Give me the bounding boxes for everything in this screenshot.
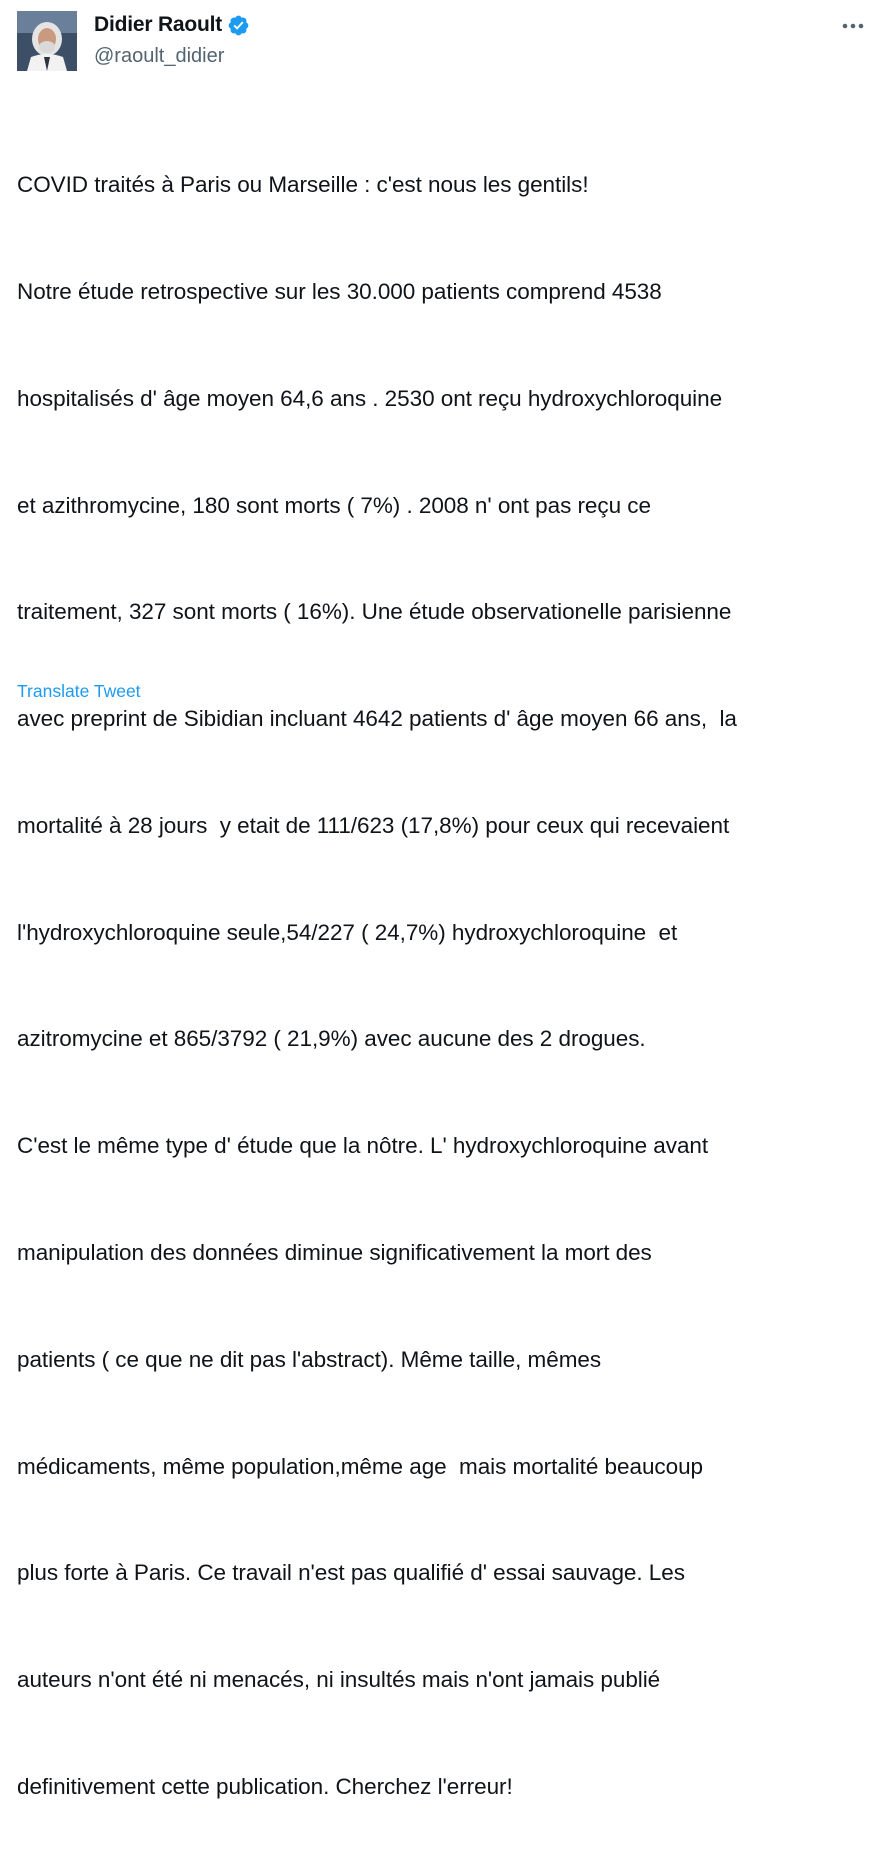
tweet-text [17,96,879,1876]
tweet-text-line: traitement, 327 sont morts ( 16%). Une étude observationelle parisienne [17,599,732,625]
tweet-text-line: hospitalisés d' âge moyen 64,6 ans . 2530 ont reçu hydroxychloroquine [17,385,723,411]
tweet-text-line: azitromycine et 865/3792 ( 21,9%) avec aucune des 2 drogues. [17,1026,646,1052]
tweet-text-line: COVID traités à Paris ou Marseille : c'est nous les gentils! [17,172,589,198]
tweet-text-line: manipulation des données diminue significativement la mort des [17,1240,652,1265]
tweet-text-line: avec preprint de Sibidian incluant 4642 patients d' âge moyen 66 ans, la [17,706,737,732]
user-info [94,10,250,71]
author-handle[interactable]: @raoult_didier [94,45,225,67]
tweet-text-line: auteurs n'ont été ni menacés, ni insultés mais n'ont jamais publié [17,1667,661,1693]
tweet-text-line: Notre étude retrospective sur les 30.000 patients comprend 4538 [17,278,662,304]
tweet-text-line: et azithromycine, 180 sont morts ( 7%) . 2008 n' ont pas reçu ce [17,492,651,518]
tweet-text-line: mortalité à 28 jours y etait de 111/623 (17,8%) pour ceux qui recevaient [17,812,730,838]
avatar[interactable] [17,11,77,71]
tweet-text-line: patients ( ce que ne dit pas l'abstract). Même taille, mêmes [17,1346,602,1372]
translate-tweet-link[interactable]: Translate Tweet [17,681,141,701]
author-display-name[interactable]: Didier Raoult [94,13,223,36]
verified-badge-icon[interactable] [227,14,250,37]
tweet-text-line: definitivement cette publication. Cherchez l'erreur! [17,1773,513,1799]
tweet-text-line: plus forte à Paris. Ce travail n'est pas qualifié d' essai sauvage. Les [17,1560,685,1586]
name-row [94,10,250,40]
tweet-text-line: C'est le même type d' étude que la nôtre. L' hydroxychloroquine avant [17,1133,709,1159]
tweet-text-line: médicaments, même population,même age mais mortalité beaucoup [17,1453,703,1479]
more-options-button[interactable] [836,14,870,38]
tweet-text-line: l'hydroxychloroquine seule,54/227 ( 24,7%) hydroxychloroquine et [17,919,678,945]
more-horizontal-icon [841,22,865,30]
